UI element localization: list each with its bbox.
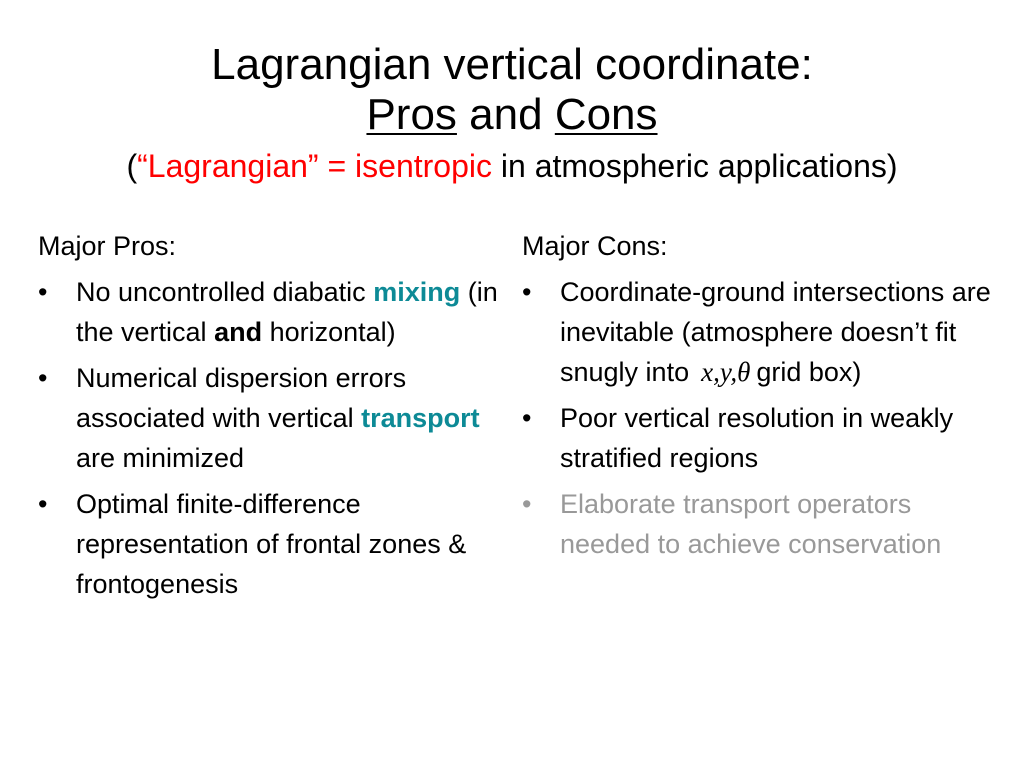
list-item <box>38 358 508 478</box>
title-line-2 <box>0 90 1024 140</box>
bullet-icon: • <box>522 403 532 433</box>
pros-item-1-text: No uncontrolled diabatic <box>76 277 374 307</box>
title-cons-word: Cons <box>554 90 658 139</box>
cons-heading: Major Cons: <box>522 231 668 261</box>
pros-item-3-text: Optimal finite-difference representation of frontal zones & frontogenesis <box>76 489 467 599</box>
pros-item-1-text-2: (in the vertical <box>76 277 498 347</box>
list-item <box>522 272 992 392</box>
list-item <box>38 272 508 352</box>
cons-item-2-text: Poor vertical resolution in weakly stratified regions <box>560 403 954 473</box>
list-item <box>38 484 508 604</box>
list-item <box>522 398 992 478</box>
cons-item-1-text: Coordinate-ground intersections are inevitable (atmosphere doesn’t fit snugly into <box>560 277 991 387</box>
pros-item-1-highlight: mixing <box>373 277 461 307</box>
pros-item-1-bold: and <box>214 317 263 347</box>
bullet-icon: • <box>38 363 48 393</box>
bullet-icon: • <box>38 489 48 519</box>
pros-column <box>38 226 508 610</box>
pros-item-2-text: Numerical dispersion errors associated with vertical <box>76 363 407 433</box>
subtitle-open-paren: ( <box>126 148 138 184</box>
subtitle-rest-text: in atmospheric applications) <box>492 148 898 184</box>
title-line-1: Lagrangian vertical coordinate: <box>211 40 813 89</box>
bullet-icon: • <box>522 489 532 519</box>
pros-item-2-text-2: are minimized <box>76 443 245 473</box>
bullet-icon: • <box>38 277 48 307</box>
cons-item-1-text-2: grid box) <box>756 357 862 387</box>
subtitle-red-text: “Lagrangian” = isentropic <box>137 148 492 184</box>
title-and-word: and <box>456 90 555 139</box>
pros-item-1-text-3: horizontal) <box>262 317 396 347</box>
title-pros-word: Pros <box>366 90 457 139</box>
pros-list <box>38 272 508 604</box>
list-item <box>522 484 992 564</box>
pros-item-2-highlight: transport <box>361 403 480 433</box>
cons-item-1-math: x,y,θ <box>701 357 751 387</box>
cons-column <box>522 226 992 570</box>
slide-title <box>0 40 1024 188</box>
pros-heading: Major Pros: <box>38 231 177 261</box>
cons-item-3-text: Elaborate transport operators needed to achieve conservation <box>560 489 942 559</box>
bullet-icon: • <box>522 277 532 307</box>
cons-list <box>522 272 992 564</box>
title-subtitle <box>0 144 1024 188</box>
